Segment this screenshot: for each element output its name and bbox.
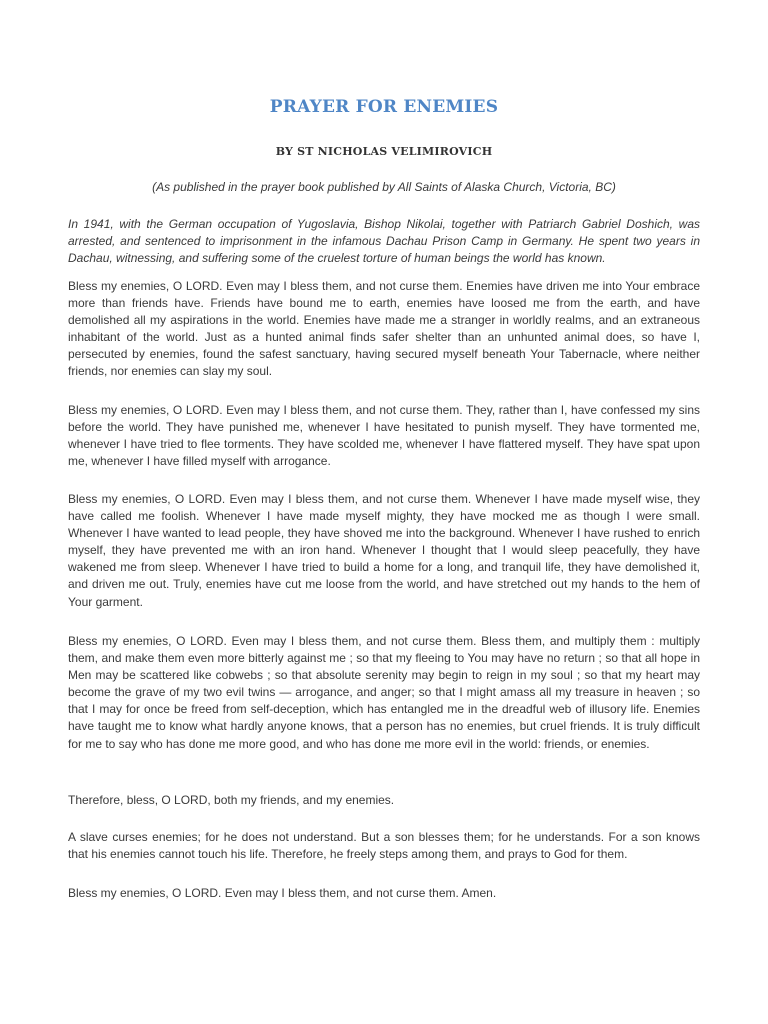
prayer-paragraph: Bless my enemies, O LORD. Even may I bless them, and not curse them. Whenever I have made myself wise, they have called me foolish. Whenever I have made myself mighty, they have mocked me as though I were small. Whenever I have wanted to lead people, they have shoved me into the background. Whenever I have rushed to enrich myself, they have prevented me with an iron hand. Whenever I thought that I would sleep peacefully, they have wakened me from sleep. Whenever I have tried to build a home for a long, and tranquil life, they have demolished it, and driven me out. Truly, enemies have cut me loose from the world, and have stretched out my hands to the hem of Your garment. xyxy=(68,492,700,609)
author-line: BY ST NICHOLAS VELIMIROVICH xyxy=(275,145,493,158)
prayer-paragraph: Bless my enemies, O LORD. Even may I bless them, and not curse them. Enemies have driven me into Your embrace more than friends have. Friends have bound me to earth, enemies have loosed me from the earth, and have demolished all my aspirations in the world. Enemies have made me a stranger in worldly realms, and an extraneous inhabitant of the world. Just as a hunted animal finds safer shelter than an unhunted animal does, so have I, persecuted by enemies, found the safest sanctuary, having secured myself beneath Your Tabernacle, where neither friends, nor enemies can slay my soul. xyxy=(68,279,700,379)
page-title: PRAYER FOR ENEMIES xyxy=(269,97,499,117)
prayer-paragraph: Bless my enemies, O LORD. Even may I bless them, and not curse them. They, rather than I, have confessed my sins before the world. They have punished me, whenever I have hesitated to punish myself. They have tormented me, whenever I have tried to flee torments. They have scolded me, whenever I have flattered myself. They have spat upon me, whenever I have filled myself with arrogance. xyxy=(68,403,700,469)
prayer-paragraph: Therefore, bless, O LORD, both my friends, and my enemies. xyxy=(68,793,395,807)
source-note: (As published in the prayer book published by All Saints of Alaska Church, Victoria, BC) xyxy=(152,180,616,194)
closing-paragraph: Bless my enemies, O LORD. Even may I bless them, and not curse them. Amen. xyxy=(68,886,497,900)
intro-paragraph: In 1941, with the German occupation of Yugoslavia, Bishop Nikolai, together with Patriarch Gabriel Doshich, was arrested, and sentenced to imprisonment in the infamous Dachau Prison Camp in Germany. He spent two years in Dachau, witnessing, and suffering some of the cruelest torture of human beings the world has known. xyxy=(68,217,700,265)
prayer-paragraph: A slave curses enemies; for he does not understand. But a son blesses them; for he understands. For a son knows that his enemies cannot touch his life. Therefore, he freely steps among them, and prays to God for them. xyxy=(68,830,700,862)
prayer-paragraph: Bless my enemies, O LORD. Even may I bless them, and not curse them. Bless them, and multiply them : multiply them, and make them even more bitterly against me ; so that my fleeing to You may have no return ; so that all hope in Men may be scattered like cobwebs ; so that absolute serenity may begin to reign in my soul ; so that my heart may become the grave of my two evil twins — arrogance, and anger; so that I might amass all my treasure in heaven ; so that I may for once be freed from self-deception, which has entangled me in the dreadful web of illusory life. Enemies have taught me to know what hardly anyone knows, that a person has no enemies, but cruel friends. It is truly difficult for me to say who has done me more good, and who has done me more evil in the world: friends, or enemies. xyxy=(68,634,700,751)
